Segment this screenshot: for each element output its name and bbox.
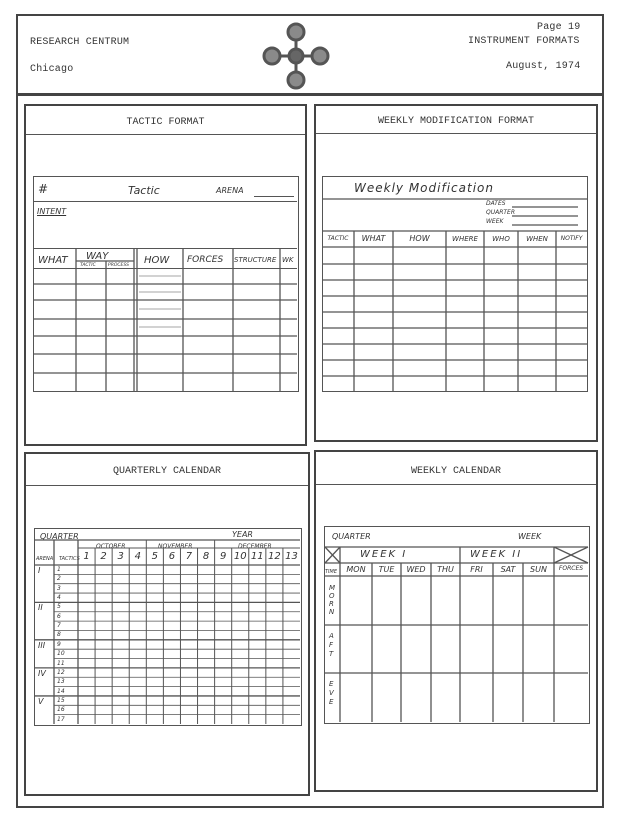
weekly-modification-panel	[314, 104, 598, 442]
city: Chicago	[30, 64, 74, 75]
row-number: 8	[57, 631, 61, 639]
issue-date: August, 1974	[506, 61, 581, 72]
row-number: 17	[57, 715, 65, 723]
tactic-hash: #	[38, 182, 49, 196]
arena-numeral: IV	[38, 668, 46, 678]
row-number: 14	[57, 687, 65, 695]
wm-col-what: WHAT	[361, 234, 386, 243]
col-what: WHAT	[38, 255, 68, 266]
row-number: 9	[57, 640, 61, 648]
col-way-process: PROCESS	[108, 263, 129, 268]
wm-col-notify: NOTIFY	[560, 235, 583, 242]
weekly-mod-form	[322, 176, 588, 392]
week-number: 6	[168, 551, 176, 562]
period-eve: EVE	[329, 680, 334, 706]
year-label: YEAR	[232, 530, 253, 539]
week-number: 2	[100, 551, 107, 562]
week-number: 7	[185, 551, 193, 562]
row-number: 3	[57, 584, 61, 592]
weekly-mod-title: WEEKLY MODIFICATION FORMAT	[377, 116, 535, 127]
day-header: WED	[406, 565, 426, 574]
wm-col-where: WHERE	[452, 235, 478, 243]
row-number: 5	[57, 603, 61, 611]
col-way: WAY	[86, 251, 109, 262]
weekly-calendar-panel	[314, 450, 598, 792]
week-number: 10	[233, 551, 247, 562]
quarterly-title: QUARTERLY CALENDAR	[112, 466, 222, 477]
header-divider	[16, 93, 602, 96]
day-header: FORCES	[558, 565, 584, 572]
week-number: 4	[134, 551, 141, 562]
wm-col-who: WHO	[492, 235, 510, 243]
wc-time-label: TIME	[325, 569, 338, 575]
row-number: 1	[57, 566, 61, 573]
col-arena: ARENA	[36, 556, 54, 562]
intent-label: INTENT	[37, 207, 67, 216]
col-way-tactic: TACTIC	[80, 263, 96, 268]
month-october: OCTOBER	[96, 543, 126, 550]
meta-dates: DATES	[486, 200, 506, 207]
col-tactics: TACTICS	[59, 556, 80, 562]
meta-week: WEEK	[486, 218, 504, 225]
tactic-format-panel	[24, 104, 307, 446]
weekly-cal-title: WEEKLY CALENDAR	[410, 466, 501, 477]
wc-week-1: WEEK I	[360, 549, 408, 560]
week-number: 8	[202, 551, 210, 562]
page-number: Page 19	[537, 22, 581, 33]
period-aft: AFT	[329, 632, 334, 658]
wc-week-label: WEEK	[518, 532, 542, 541]
week-number: 9	[219, 551, 227, 562]
week-number: 13	[285, 551, 298, 562]
wm-col-how: HOW	[409, 234, 430, 243]
day-header: SAT	[500, 565, 516, 574]
day-header: SUN	[530, 565, 547, 574]
row-number: 2	[57, 575, 61, 583]
day-header: TUE	[378, 565, 395, 574]
org-name: RESEARCH CENTRUM	[30, 37, 130, 48]
row-number: 4	[57, 594, 61, 602]
col-structure: STRUCTURE	[234, 256, 277, 264]
day-header: THU	[437, 565, 454, 574]
arena-numeral: I	[38, 566, 41, 575]
week-number: 1	[83, 551, 90, 562]
row-number: 6	[57, 612, 61, 620]
arena-label: ARENA	[216, 186, 244, 195]
col-how: HOW	[144, 255, 170, 266]
section-title: INSTRUMENT FORMATS	[468, 36, 580, 47]
row-number: 10	[57, 650, 65, 658]
week-number: 5	[151, 551, 159, 562]
tactic-form	[33, 176, 299, 392]
row-number: 16	[57, 706, 65, 714]
row-number: 15	[57, 696, 65, 704]
month-november: NOVEMBER	[158, 543, 193, 550]
wc-week-2: WEEK II	[470, 549, 523, 560]
wm-col-when: WHEN	[526, 235, 548, 243]
week-number: 3	[117, 551, 124, 562]
wc-quarter-label: QUARTER	[332, 532, 371, 541]
tactic-label: Tactic	[128, 184, 160, 197]
month-december: DECEMBER	[238, 543, 272, 550]
period-morn: MORN	[329, 584, 336, 616]
day-header: FRI	[470, 565, 483, 574]
day-header: MON	[346, 565, 366, 574]
week-number: 11	[250, 551, 264, 562]
quarterly-calendar-panel	[24, 452, 310, 796]
col-forces: FORCES	[187, 255, 224, 265]
quarter-label: QUARTER	[40, 532, 79, 541]
wm-col-tactic: TACTIC	[327, 235, 349, 242]
row-number: 13	[57, 678, 65, 686]
meta-quarter: QUARTER	[486, 209, 516, 216]
row-number: 12	[57, 668, 65, 676]
arena-numeral: II	[38, 603, 43, 613]
arena-numeral: III	[38, 640, 46, 650]
arena-numeral: V	[38, 696, 44, 706]
weekly-mod-heading: Weekly Modification	[354, 181, 494, 195]
row-number: 7	[57, 622, 61, 630]
week-number: 12	[268, 551, 281, 562]
col-wk: WK	[282, 256, 294, 264]
row-number: 11	[57, 659, 65, 667]
tactic-format-title: TACTIC FORMAT	[126, 117, 205, 128]
